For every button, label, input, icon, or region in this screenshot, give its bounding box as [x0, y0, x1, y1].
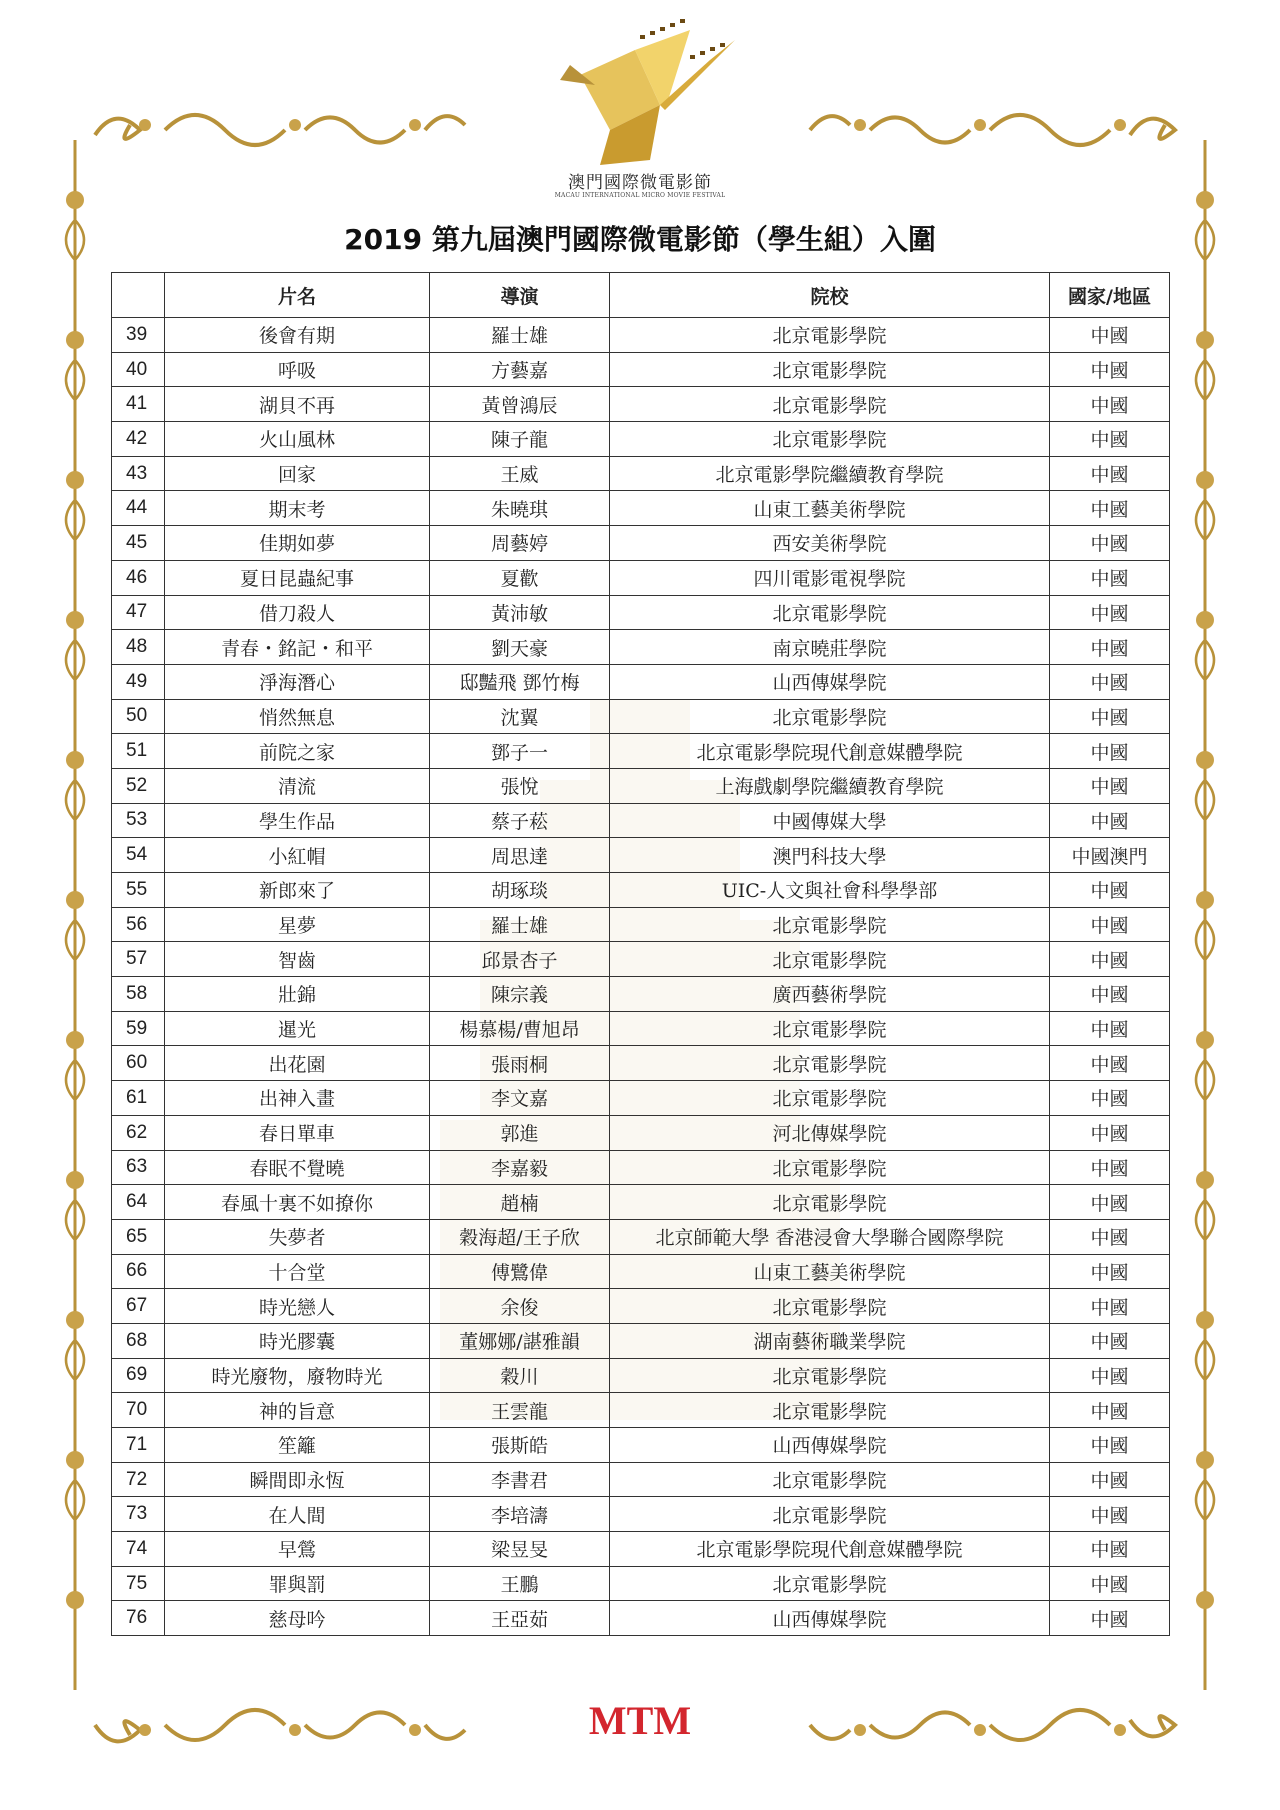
cell-director: 朱曉琪 — [430, 491, 610, 526]
cell-row-number: 76 — [112, 1601, 165, 1636]
cell-director: 傅鷺偉 — [430, 1254, 610, 1289]
cell-country: 中國澳門 — [1050, 838, 1170, 873]
table-row — [112, 1462, 1170, 1497]
cell-school: 澳門科技大學 — [610, 838, 1050, 873]
table-row — [112, 387, 1170, 422]
mtm-brand-logo: MTM — [588, 1698, 692, 1743]
cell-school: 北京電影學院 — [610, 387, 1050, 422]
cell-school: 北京電影學院 — [610, 1011, 1050, 1046]
cell-director: 陳子龍 — [430, 422, 610, 457]
cell-country: 中國 — [1050, 1601, 1170, 1636]
table-row — [112, 526, 1170, 561]
cell-school: 四川電影電視學院 — [610, 560, 1050, 595]
cell-row-number: 47 — [112, 595, 165, 630]
table-row — [112, 1254, 1170, 1289]
cell-director: 穀海超/王子欣 — [430, 1219, 610, 1254]
cell-director: 穀川 — [430, 1358, 610, 1393]
cell-country: 中國 — [1050, 699, 1170, 734]
cell-country: 中國 — [1050, 456, 1170, 491]
cell-school: 北京師範大學 香港浸會大學聯合國際學院 — [610, 1219, 1050, 1254]
cell-row-number: 50 — [112, 699, 165, 734]
table-row — [112, 1011, 1170, 1046]
cell-director: 王威 — [430, 456, 610, 491]
ornamental-top-right-scroll — [800, 95, 1190, 155]
cell-country: 中國 — [1050, 664, 1170, 699]
cell-country: 中國 — [1050, 1254, 1170, 1289]
cell-country: 中國 — [1050, 1046, 1170, 1081]
table-row — [112, 422, 1170, 457]
cell-country: 中國 — [1050, 1566, 1170, 1601]
cell-school: 北京電影學院 — [610, 1150, 1050, 1185]
table-header-row — [112, 273, 1170, 318]
cell-film-title: 神的旨意 — [165, 1393, 430, 1428]
cell-row-number: 64 — [112, 1185, 165, 1220]
cell-country: 中國 — [1050, 768, 1170, 803]
cell-director: 董娜娜/諶雅韻 — [430, 1323, 610, 1358]
cell-school: 北京電影學院 — [610, 422, 1050, 457]
table-row — [112, 1150, 1170, 1185]
cell-film-title: 青春・銘記・和平 — [165, 630, 430, 665]
cell-director: 方藝嘉 — [430, 352, 610, 387]
cell-school: 中國傳媒大學 — [610, 803, 1050, 838]
cell-school: 南京曉莊學院 — [610, 630, 1050, 665]
cell-director: 張雨桐 — [430, 1046, 610, 1081]
table-row — [112, 1358, 1170, 1393]
ornamental-top-left-scroll — [85, 95, 475, 155]
cell-film-title: 時光戀人 — [165, 1289, 430, 1324]
table-row — [112, 803, 1170, 838]
column-header-film-title: 片名 — [165, 273, 430, 318]
cell-film-title: 壯錦 — [165, 977, 430, 1012]
cell-country: 中國 — [1050, 873, 1170, 908]
table-row — [112, 734, 1170, 769]
cell-school: 北京電影學院 — [610, 1566, 1050, 1601]
cell-country: 中國 — [1050, 1289, 1170, 1324]
cell-director: 趙楠 — [430, 1185, 610, 1220]
table-row — [112, 1219, 1170, 1254]
table-row — [112, 352, 1170, 387]
table-row — [112, 630, 1170, 665]
column-header-director: 導演 — [430, 273, 610, 318]
cell-row-number: 69 — [112, 1358, 165, 1393]
table-row — [112, 1081, 1170, 1116]
cell-director: 楊慕楊/曹旭昂 — [430, 1011, 610, 1046]
cell-film-title: 春風十裏不如撩你 — [165, 1185, 430, 1220]
cell-film-title: 慈母吟 — [165, 1601, 430, 1636]
cell-row-number: 44 — [112, 491, 165, 526]
cell-film-title: 罪與罰 — [165, 1566, 430, 1601]
table-row — [112, 456, 1170, 491]
cell-film-title: 學生作品 — [165, 803, 430, 838]
cell-row-number: 40 — [112, 352, 165, 387]
cell-school: 山東工藝美術學院 — [610, 491, 1050, 526]
table-row — [112, 1185, 1170, 1220]
cell-director: 王亞茹 — [430, 1601, 610, 1636]
table-row — [112, 768, 1170, 803]
cell-film-title: 佳期如夢 — [165, 526, 430, 561]
cell-country: 中國 — [1050, 595, 1170, 630]
cell-director: 夏歡 — [430, 560, 610, 595]
cell-film-title: 後會有期 — [165, 318, 430, 353]
cell-country: 中國 — [1050, 422, 1170, 457]
cell-row-number: 54 — [112, 838, 165, 873]
cell-film-title: 新郎來了 — [165, 873, 430, 908]
cell-row-number: 67 — [112, 1289, 165, 1324]
cell-school: 湖南藝術職業學院 — [610, 1323, 1050, 1358]
cell-school: 北京電影學院 — [610, 352, 1050, 387]
cell-country: 中國 — [1050, 1219, 1170, 1254]
cell-school: 北京電影學院 — [610, 1358, 1050, 1393]
cell-school: 北京電影學院 — [610, 1046, 1050, 1081]
cell-director: 邱景杏子 — [430, 942, 610, 977]
festival-logo-icon — [540, 10, 740, 170]
table-row — [112, 1566, 1170, 1601]
cell-film-title: 小紅帽 — [165, 838, 430, 873]
cell-row-number: 46 — [112, 560, 165, 595]
table-row — [112, 907, 1170, 942]
cell-film-title: 清流 — [165, 768, 430, 803]
logo-english-name: MACAU INTERNATIONAL MICRO MOVIE FESTIVAL — [554, 192, 726, 199]
cell-film-title: 暹光 — [165, 1011, 430, 1046]
cell-country: 中國 — [1050, 942, 1170, 977]
cell-film-title: 瞬間即永恆 — [165, 1462, 430, 1497]
cell-country: 中國 — [1050, 387, 1170, 422]
cell-row-number: 70 — [112, 1393, 165, 1428]
cell-country: 中國 — [1050, 1081, 1170, 1116]
page-title: 2019 第九屆澳門國際微電影節（學生組）入圍 — [344, 223, 936, 256]
cell-film-title: 夏日昆蟲紀事 — [165, 560, 430, 595]
column-header-school: 院校 — [610, 273, 1050, 318]
cell-director: 李文嘉 — [430, 1081, 610, 1116]
cell-school: 北京電影學院繼續教育學院 — [610, 456, 1050, 491]
cell-director: 張悅 — [430, 768, 610, 803]
cell-school: 山西傳媒學院 — [610, 664, 1050, 699]
table-row — [112, 1046, 1170, 1081]
cell-director: 王鵬 — [430, 1566, 610, 1601]
cell-film-title: 笙籬 — [165, 1428, 430, 1463]
cell-film-title: 呼吸 — [165, 352, 430, 387]
cell-director: 周思達 — [430, 838, 610, 873]
cell-school: UIC-人文與社會科學學部 — [610, 873, 1050, 908]
cell-director: 李嘉毅 — [430, 1150, 610, 1185]
cell-school: 山西傳媒學院 — [610, 1601, 1050, 1636]
finalists-table — [111, 272, 1170, 1636]
cell-row-number: 58 — [112, 977, 165, 1012]
cell-country: 中國 — [1050, 734, 1170, 769]
cell-film-title: 回家 — [165, 456, 430, 491]
cell-film-title: 智齒 — [165, 942, 430, 977]
cell-school: 北京電影學院 — [610, 699, 1050, 734]
cell-director: 邸豔飛 鄧竹梅 — [430, 664, 610, 699]
ornamental-right-border — [1185, 140, 1225, 1690]
cell-row-number: 52 — [112, 768, 165, 803]
cell-country: 中國 — [1050, 1358, 1170, 1393]
cell-school: 北京電影學院 — [610, 1497, 1050, 1532]
cell-director: 周藝婷 — [430, 526, 610, 561]
table-row — [112, 1601, 1170, 1636]
cell-film-title: 淨海潛心 — [165, 664, 430, 699]
cell-country: 中國 — [1050, 907, 1170, 942]
cell-film-title: 出花園 — [165, 1046, 430, 1081]
cell-film-title: 期末考 — [165, 491, 430, 526]
cell-director: 陳宗義 — [430, 977, 610, 1012]
cell-school: 北京電影學院 — [610, 907, 1050, 942]
cell-row-number: 60 — [112, 1046, 165, 1081]
cell-director: 黃曾鴻辰 — [430, 387, 610, 422]
column-header-country: 國家/地區 — [1050, 273, 1170, 318]
cell-row-number: 66 — [112, 1254, 165, 1289]
cell-country: 中國 — [1050, 1462, 1170, 1497]
ornamental-left-border — [55, 140, 95, 1690]
cell-school: 北京電影學院 — [610, 1081, 1050, 1116]
cell-film-title: 時光廢物，廢物時光 — [165, 1358, 430, 1393]
table-row — [112, 699, 1170, 734]
cell-school: 山東工藝美術學院 — [610, 1254, 1050, 1289]
cell-row-number: 51 — [112, 734, 165, 769]
cell-country: 中國 — [1050, 1532, 1170, 1567]
cell-director: 羅士雄 — [430, 318, 610, 353]
cell-director: 劉天豪 — [430, 630, 610, 665]
cell-film-title: 借刀殺人 — [165, 595, 430, 630]
cell-row-number: 42 — [112, 422, 165, 457]
cell-director: 蔡子菘 — [430, 803, 610, 838]
cell-film-title: 十合堂 — [165, 1254, 430, 1289]
cell-row-number: 75 — [112, 1566, 165, 1601]
cell-row-number: 39 — [112, 318, 165, 353]
cell-country: 中國 — [1050, 977, 1170, 1012]
cell-row-number: 45 — [112, 526, 165, 561]
cell-row-number: 56 — [112, 907, 165, 942]
cell-director: 郭進 — [430, 1115, 610, 1150]
cell-school: 廣西藝術學院 — [610, 977, 1050, 1012]
table-row — [112, 942, 1170, 977]
cell-row-number: 41 — [112, 387, 165, 422]
cell-director: 李書君 — [430, 1462, 610, 1497]
cell-row-number: 68 — [112, 1323, 165, 1358]
cell-film-title: 悄然無息 — [165, 699, 430, 734]
cell-row-number: 59 — [112, 1011, 165, 1046]
table-row — [112, 560, 1170, 595]
table-row — [112, 1115, 1170, 1150]
cell-row-number: 49 — [112, 664, 165, 699]
cell-film-title: 出神入畫 — [165, 1081, 430, 1116]
cell-row-number: 57 — [112, 942, 165, 977]
cell-country: 中國 — [1050, 1393, 1170, 1428]
cell-school: 山西傳媒學院 — [610, 1428, 1050, 1463]
cell-school: 北京電影學院 — [610, 1289, 1050, 1324]
cell-director: 胡琢琰 — [430, 873, 610, 908]
cell-director: 羅士雄 — [430, 907, 610, 942]
cell-row-number: 72 — [112, 1462, 165, 1497]
table-row — [112, 1532, 1170, 1567]
cell-school: 北京電影學院現代創意媒體學院 — [610, 734, 1050, 769]
cell-film-title: 湖貝不再 — [165, 387, 430, 422]
table-row — [112, 664, 1170, 699]
table-row — [112, 1497, 1170, 1532]
cell-country: 中國 — [1050, 1011, 1170, 1046]
cell-school: 北京電影學院 — [610, 595, 1050, 630]
column-header-number — [112, 273, 165, 318]
table-row — [112, 1428, 1170, 1463]
cell-school: 上海戲劇學院繼續教育學院 — [610, 768, 1050, 803]
cell-school: 北京電影學院 — [610, 1462, 1050, 1497]
cell-director: 沈翼 — [430, 699, 610, 734]
cell-director: 張斯皓 — [430, 1428, 610, 1463]
cell-director: 鄧子一 — [430, 734, 610, 769]
table-row — [112, 1289, 1170, 1324]
cell-row-number: 65 — [112, 1219, 165, 1254]
cell-film-title: 在人間 — [165, 1497, 430, 1532]
cell-row-number: 63 — [112, 1150, 165, 1185]
cell-row-number: 71 — [112, 1428, 165, 1463]
table-row — [112, 977, 1170, 1012]
cell-film-title: 失夢者 — [165, 1219, 430, 1254]
cell-school: 北京電影學院現代創意媒體學院 — [610, 1532, 1050, 1567]
table-row — [112, 491, 1170, 526]
cell-school: 西安美術學院 — [610, 526, 1050, 561]
cell-country: 中國 — [1050, 560, 1170, 595]
logo-chinese-name: 澳門國際微電影節 — [568, 173, 712, 193]
cell-row-number: 62 — [112, 1115, 165, 1150]
cell-country: 中國 — [1050, 318, 1170, 353]
cell-country: 中國 — [1050, 352, 1170, 387]
cell-country: 中國 — [1050, 803, 1170, 838]
cell-film-title: 火山風林 — [165, 422, 430, 457]
cell-director: 李培濤 — [430, 1497, 610, 1532]
cell-school: 北京電影學院 — [610, 1185, 1050, 1220]
table-row — [112, 318, 1170, 353]
cell-country: 中國 — [1050, 1323, 1170, 1358]
table-row — [112, 1323, 1170, 1358]
cell-country: 中國 — [1050, 1497, 1170, 1532]
cell-director: 梁昱旻 — [430, 1532, 610, 1567]
cell-director: 黃沛敏 — [430, 595, 610, 630]
cell-row-number: 61 — [112, 1081, 165, 1116]
cell-row-number: 48 — [112, 630, 165, 665]
cell-film-title: 前院之家 — [165, 734, 430, 769]
cell-film-title: 星夢 — [165, 907, 430, 942]
cell-film-title: 春眠不覺曉 — [165, 1150, 430, 1185]
table-row — [112, 838, 1170, 873]
cell-country: 中國 — [1050, 491, 1170, 526]
cell-country: 中國 — [1050, 630, 1170, 665]
cell-school: 北京電影學院 — [610, 318, 1050, 353]
cell-country: 中國 — [1050, 1185, 1170, 1220]
cell-row-number: 53 — [112, 803, 165, 838]
cell-school: 北京電影學院 — [610, 1393, 1050, 1428]
cell-school: 北京電影學院 — [610, 942, 1050, 977]
cell-country: 中國 — [1050, 1115, 1170, 1150]
cell-film-title: 早鶯 — [165, 1532, 430, 1567]
table-row — [112, 1393, 1170, 1428]
cell-row-number: 43 — [112, 456, 165, 491]
cell-country: 中國 — [1050, 526, 1170, 561]
cell-row-number: 73 — [112, 1497, 165, 1532]
table-row — [112, 873, 1170, 908]
cell-school: 河北傳媒學院 — [610, 1115, 1050, 1150]
cell-country: 中國 — [1050, 1150, 1170, 1185]
cell-film-title: 時光膠囊 — [165, 1323, 430, 1358]
cell-row-number: 55 — [112, 873, 165, 908]
table-row — [112, 595, 1170, 630]
cell-row-number: 74 — [112, 1532, 165, 1567]
cell-film-title: 春日單車 — [165, 1115, 430, 1150]
cell-director: 余俊 — [430, 1289, 610, 1324]
cell-country: 中國 — [1050, 1428, 1170, 1463]
cell-director: 王雲龍 — [430, 1393, 610, 1428]
